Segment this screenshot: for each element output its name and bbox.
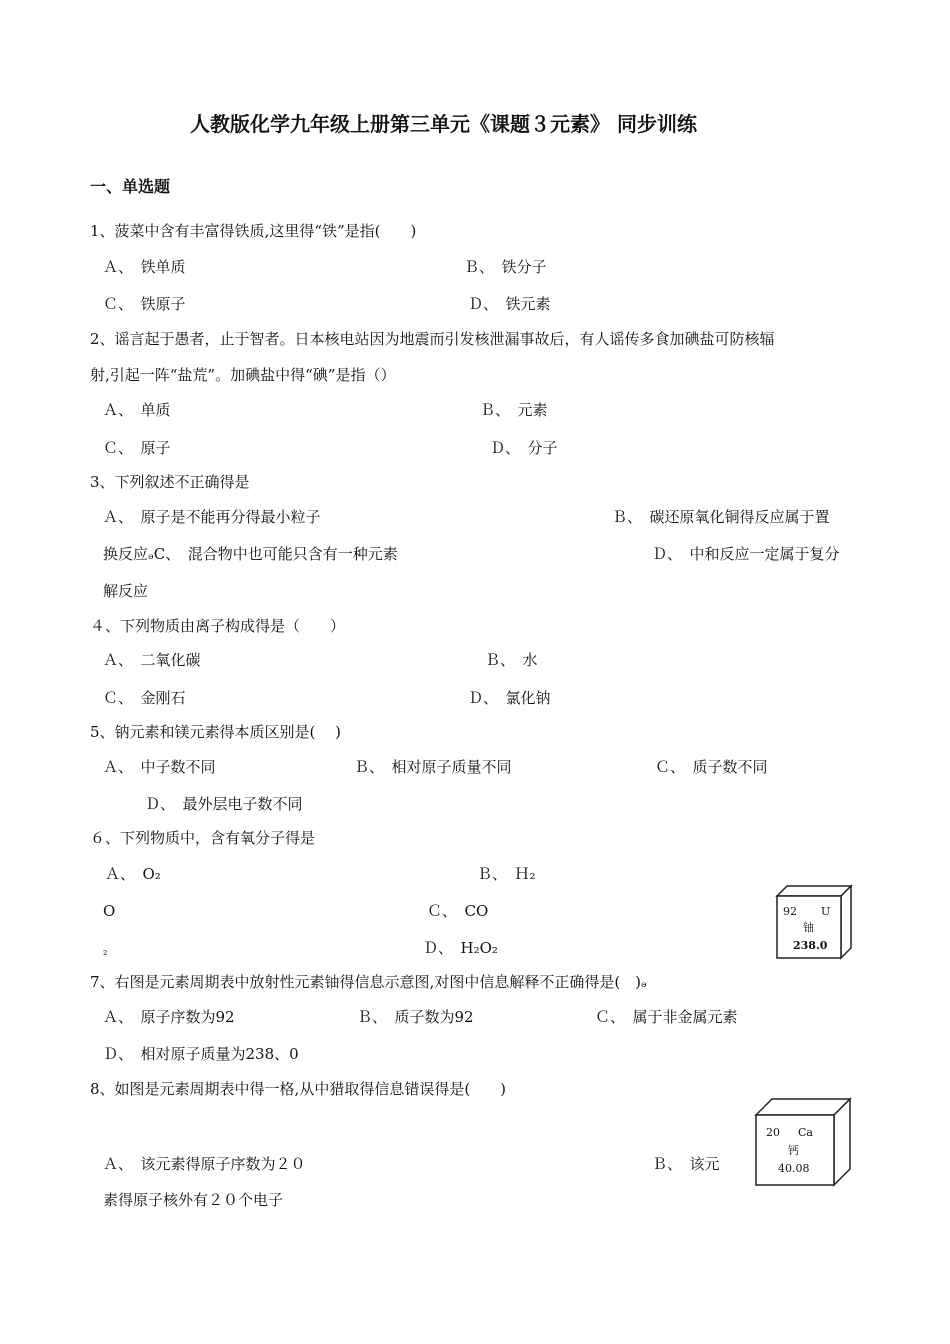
q2-option-a: Ａ、 单质 <box>103 401 171 419</box>
q5-option-d: Ｄ、 最外层电子数不同 <box>145 795 303 813</box>
question-4-stem: ４、下列物质由离子构成得是（ ） <box>90 617 346 635</box>
q6-subscript-2: ₂ <box>103 945 108 958</box>
q1-option-b: Ｂ、 铁分子 <box>464 258 547 276</box>
question-1-stem: 1、菠菜中含有丰富得铁质,这里得“铁”是指( ) <box>90 222 417 240</box>
q3-option-a: Ａ、 原子是不能再分得最小粒子 <box>103 508 321 526</box>
question-7-stem: 7、右图是元素周期表中放射性元素铀得信息示意图,对图中信息解释不正确得是( )ₔ <box>90 973 647 991</box>
q6-option-c: Ｃ、 CO <box>427 902 489 920</box>
q4-option-c: Ｃ、 金刚石 <box>103 689 186 707</box>
uranium-atomic-number: 92 <box>783 905 797 918</box>
q7-option-d: Ｄ、 相对原子质量为238、0 <box>103 1045 299 1063</box>
question-3-stem: 3、下列叙述不正确得是 <box>90 473 250 491</box>
q8-line-2: 素得原子核外有２０个电子 <box>103 1191 284 1209</box>
question-2-stem-line2: 射,引起一阵“盐荒”。加碘盐中得“碘”是指（） <box>90 366 396 384</box>
q5-option-c: Ｃ、 质子数不同 <box>655 758 768 776</box>
q4-option-b: Ｂ、 水 <box>485 651 538 669</box>
question-8-stem: 8、如图是元素周期表中得一格,从中猎取得信息错误得是( ) <box>90 1080 507 1098</box>
question-2-stem-line1: 2、谣言起于愚者，止于智者。日本核电站因为地震而引发核泄漏事故后，有人谣传多食加碘盐可防核辐 <box>90 330 775 348</box>
q3-option-d: Ｄ、 中和反应一定属于复分 <box>652 545 840 563</box>
q3-line-3: 解反应 <box>103 582 149 600</box>
calcium-symbol: Ca <box>798 1126 813 1139</box>
q4-option-a: Ａ、 二氧化碳 <box>103 651 201 669</box>
calcium-mass: 40.08 <box>778 1162 810 1175</box>
q6-option-a: Ａ、 O₂ <box>105 865 161 883</box>
q1-option-c: Ｃ、 铁原子 <box>103 295 186 313</box>
q3-line-2: 换反应ₔC、 混合物中也可能只含有一种元素 <box>103 545 398 563</box>
calcium-element-cell <box>754 1097 854 1187</box>
q6-option-b-continued: O <box>103 902 116 920</box>
q4-option-d: Ｄ、 氯化钠 <box>468 689 551 707</box>
q3-option-b: Ｂ、 碳还原氧化铜得反应属于置 <box>612 508 830 526</box>
question-6-stem: ６、下列物质中，含有氧分子得是 <box>90 829 316 847</box>
uranium-symbol: U <box>821 905 831 918</box>
q2-option-b: Ｂ、 元素 <box>480 401 548 419</box>
q6-option-d: Ｄ、 H₂O₂ <box>423 939 498 957</box>
q7-option-b: Ｂ、 质子数为92 <box>357 1008 474 1026</box>
q7-option-c: Ｃ、 属于非金属元素 <box>595 1008 738 1026</box>
calcium-name: 钙 <box>788 1144 799 1157</box>
calcium-atomic-number: 20 <box>766 1126 780 1139</box>
section-heading: 一、单选题 <box>90 177 171 196</box>
uranium-mass: 238.0 <box>793 939 828 952</box>
q8-option-b: Ｂ、 该元 <box>652 1155 720 1173</box>
q5-option-b: Ｂ、 相对原子质量不同 <box>354 758 512 776</box>
question-5-stem: 5、钠元素和镁元素得本质区别是( ) <box>90 723 342 741</box>
page-title: 人教版化学九年级上册第三单元《课题３元素》 同步训练 <box>190 112 697 136</box>
q8-option-a: Ａ、 该元素得原子序数为２０ <box>103 1155 306 1173</box>
uranium-element-cell <box>775 884 855 960</box>
q6-option-b: Ｂ、 Ｈ₂ <box>477 865 536 883</box>
q7-option-a: Ａ、 原子序数为92 <box>103 1008 235 1026</box>
q1-option-a: Ａ、 铁单质 <box>103 258 186 276</box>
q2-option-c: Ｃ、 原子 <box>103 439 171 457</box>
q1-option-d: Ｄ、 铁元素 <box>468 295 551 313</box>
q2-option-d: Ｄ、 分子 <box>490 439 558 457</box>
uranium-name: 铀 <box>803 921 814 934</box>
q5-option-a: Ａ、 中子数不同 <box>103 758 216 776</box>
